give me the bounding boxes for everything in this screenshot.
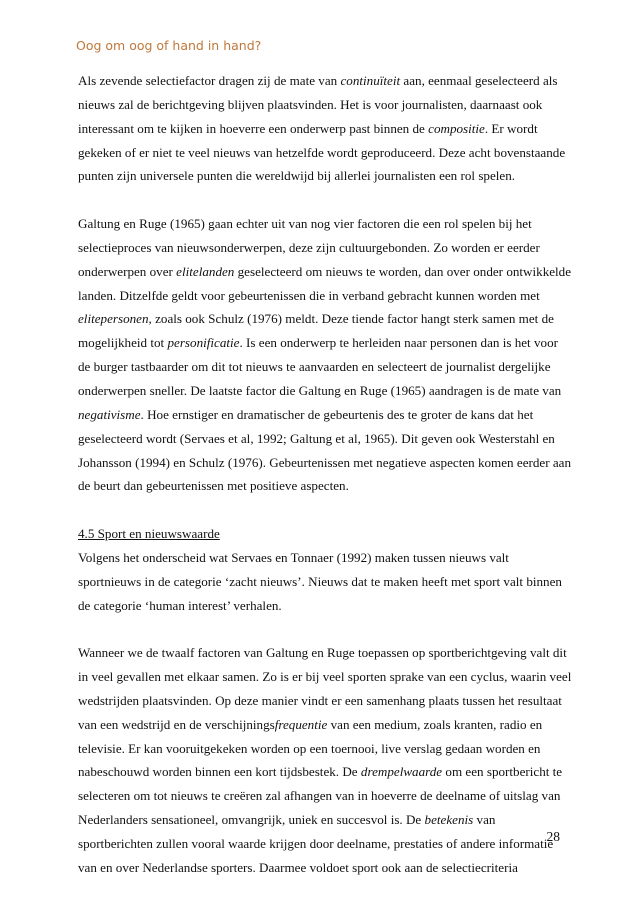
text-segment: landen. Ditzelfde geldt voor gebeurtenissen die in verband gebracht kunnen worden met [78,287,540,303]
text-line [78,737,568,761]
text-line [78,355,568,379]
text-segment: selectieproces van nieuwsonderwerpen, deze zijn cultuurgebonden. Zo worden er eerder [78,239,540,255]
italic-term: continuïteit [340,73,401,88]
text-line [78,379,568,403]
text-segment: van en over Nederlandse sporters. Daarmee voldoet sport ook aan de selectiecriteria [78,859,518,875]
text-segment: . Hoe ernstiger en dramatischer de gebeurtenis des te groter de kans dat het [140,406,534,422]
paragraph-gap [78,617,568,641]
text-segment: de burger tastbaarder om dit tot nieuws te aanvaarden en selecteert de journalist dergelijke [78,359,551,375]
text-segment: . Is een onderwerp te herleiden naar personen dan is het voor [239,335,558,351]
italic-term: betekenis [424,812,474,828]
running-header: Oog om oog of hand in hand? [76,38,262,53]
paragraph-gap [78,188,568,212]
text-segment: mogelijkheid tot [78,335,168,351]
text-line [78,212,568,236]
text-line [78,236,568,260]
text-line [78,784,568,808]
italic-term: frequentie [274,716,328,732]
text-segment: Wanneer we de twaalf factoren van Galtung en Ruge toepassen op sportberichtgeving valt dit [78,645,567,661]
text-segment: van een wedstrijd en de verschijnings [78,716,275,732]
text-line [78,594,568,618]
italic-term: negativisme [78,406,141,422]
text-line [78,403,568,427]
text-segment: interessant om te kijken in hoeverre een onderwerp past binnen de [78,120,429,136]
text-line [78,760,568,784]
text-segment: sportberichten zullen vooral waarde krijgen door deelname, prestaties of andere informatie [78,836,554,851]
text-segment: van een medium, zoals kranten, radio en [327,716,543,732]
text-line [78,284,568,308]
text-segment: nieuws zal de berichtgeving blijven plaatsvinden. Het is voor journalisten, daarnaast ook [78,96,543,112]
text-segment: onderwerpen sneller. De laatste factor die Galtung en Ruge (1965) aandragen is de mate van [78,382,562,398]
text-segment: gekeken of er niet te veel nieuws van hetzelfde wordt geproduceerd. Deze acht bovenstaande [78,144,566,160]
text-segment: sportnieuws in de categorie ‘zacht nieuws’. Nieuws dat te maken heeft met sport valt binnen [78,573,562,589]
text-segment: onderwerpen over [78,263,177,279]
text-segment: Volgens het onderscheid wat Servaes en Tonnaer (1992) maken tussen nieuws valt [78,549,509,565]
page-number: 28 [546,829,560,844]
italic-term: drempelwaarde [360,764,443,780]
text-line [78,307,568,331]
text-segment: nabeschouwd worden binnen een kort tijdsbestek. De [78,764,361,780]
text-line [78,665,572,689]
text-line [78,808,568,832]
text-segment: Johansson (1994) en Schulz (1976). Gebeurtenissen met negatieve aspecten komen eerder aan [78,454,572,470]
text-line [78,69,568,93]
text-segment: Galtung en Ruge (1965) gaan echter uit van nog vier factoren die een rol spelen bij het [78,216,532,232]
italic-term: compositie [428,120,485,136]
text-segment: om een sportbericht te [442,764,563,780]
italic-term: elitepersonen, [78,311,152,327]
text-segment: televisie. Er kan vooruitgekeken worden op een toernooi, live verslag gedaan worden en [78,740,541,756]
text-line [78,689,568,713]
text-line [78,331,568,355]
text-line [78,522,568,546]
section-heading: 4.5 Sport en nieuwswaarde [78,526,220,542]
paragraph-gap [78,498,568,522]
italic-term: personificatie [167,335,240,351]
text-segment: de categorie ‘human interest’ verhalen. [78,597,282,613]
text-segment: selecteren om tot nieuws te creëren zal afhangen van in hoeverre de deelname of uitslag van [78,788,561,804]
text-segment: . Er wordt [484,120,538,136]
text-line [78,93,568,117]
italic-term: elitelanden [176,263,235,279]
text-line [78,546,568,570]
text-line [78,117,568,141]
text-line [78,570,568,594]
text-segment: punten zijn universele punten die wereldwijd bij allerlei journalisten een rol spelen. [78,168,516,184]
text-segment: in veel gevallen met elkaar samen. Zo is er bij veel sporten sprake van een cyclus, waarin veel [78,669,572,685]
text-line [78,713,568,737]
text-segment: Als zevende selectiefactor dragen zij de mate van [78,73,341,88]
text-line [78,856,568,880]
text-line [78,641,568,665]
text-segment: geselecteerd om nieuws te worden, dan over onder ontwikkelde [234,263,572,279]
text-line [78,427,568,451]
text-line [78,451,572,475]
text-line [78,164,568,188]
text-line [78,260,572,284]
text-line [78,141,568,165]
text-segment: geselecteerd wordt (Servaes et al, 1992; Galtung et al, 1965). Dit geven ook Westerstahl en [78,430,555,446]
text-segment: wedstrijden plaatsvinden. Op deze manier vindt er een samenhang plaats tussen het resultaat [78,692,562,708]
body-text [78,69,572,880]
text-line [78,832,568,856]
text-segment: zoals ook Schulz (1976) meldt. Deze tiende factor hangt sterk samen met de [151,311,554,327]
text-segment: de beurt dan gebeurtenissen met positieve aspecten. [78,478,349,494]
text-segment: Nederlanders sensationeel, omvangrijk, uniek en succesvol is. De [78,812,425,828]
text-segment: aan, eenmaal geselecteerd als [400,73,558,88]
text-segment: van [473,812,496,828]
text-line [78,474,568,498]
